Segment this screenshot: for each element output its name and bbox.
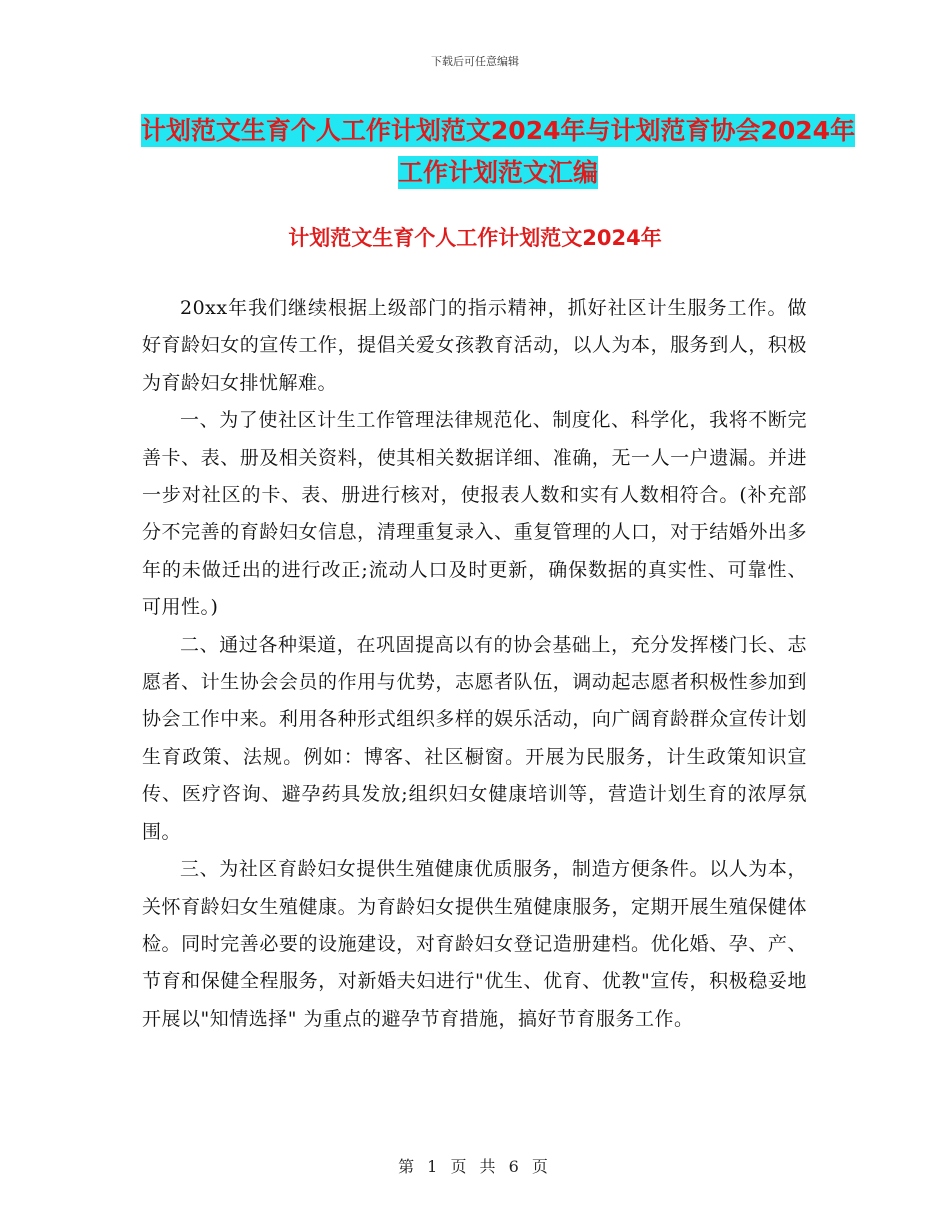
document-title-text: 计划范文生育个人工作计划范文2024年与计划范育协会2024年工作计划范文汇编	[140, 116, 856, 187]
paragraph-item-3: 三、为社区育龄妇女提供生殖健康优质服务，制造方便条件。以人为本，关怀育龄妇女生殖健康。为育龄妇女提供生殖健康服务，定期开展生殖保健体检。同时完善必要的设施建设，对育龄妇女登记造册建档。优化婚、孕、产、节育和保健全程服务，对新婚夫妇进行"优生、优育、优教"宣传，积极稳妥地开展以"知情选择" 为重点的避孕节育措施，搞好节育服务工作。	[142, 858, 807, 1030]
body-text	[142, 290, 807, 1038]
paragraph-item-2: 二、通过各种渠道，在巩固提高以有的协会基础上，充分发挥楼门长、志愿者、计生协会会员的作用与优势，志愿者队伍，调动起志愿者积极性参加到协会工作中来。利用各种形式组织多样的娱乐活动，向广阔育龄群众宣传计划生育政策、法规。例如：博客、社区橱窗。开展为民服务，计生政策知识宣传、医疗咨询、避孕药具发放;组织妇女健康培训等，营造计划生育的浓厚氛围。	[142, 633, 807, 843]
page-header-note: 下载后可任意编辑	[431, 55, 519, 68]
document-title	[140, 110, 856, 194]
paragraph-item-1: 一、为了使社区计生工作管理法律规范化、制度化、科学化，我将不断完善卡、表、册及相关资料，使其相关数据详细、准确，无一人一户遗漏。并进一步对社区的卡、表、册进行核对，使报表人数和实有人数相符合。(补充部分不完善的育龄妇女信息，清理重复录入、重复管理的人口，对于结婚外出多年的未做迁出的进行改正;流动人口及时更新，确保数据的真实性、可靠性、可用性。)	[142, 409, 807, 619]
paragraph-intro: 20xx年我们继续根据上级部门的指示精神，抓好社区计生服务工作。做好育龄妇女的宣传工作，提倡关爱女孩教育活动，以人为本，服务到人，积极为育龄妇女排忧解难。	[142, 297, 807, 394]
page-number-footer: 第 1 页 共 6 页	[398, 1157, 552, 1176]
section-title: 计划范文生育个人工作计划范文2024年	[288, 226, 662, 250]
